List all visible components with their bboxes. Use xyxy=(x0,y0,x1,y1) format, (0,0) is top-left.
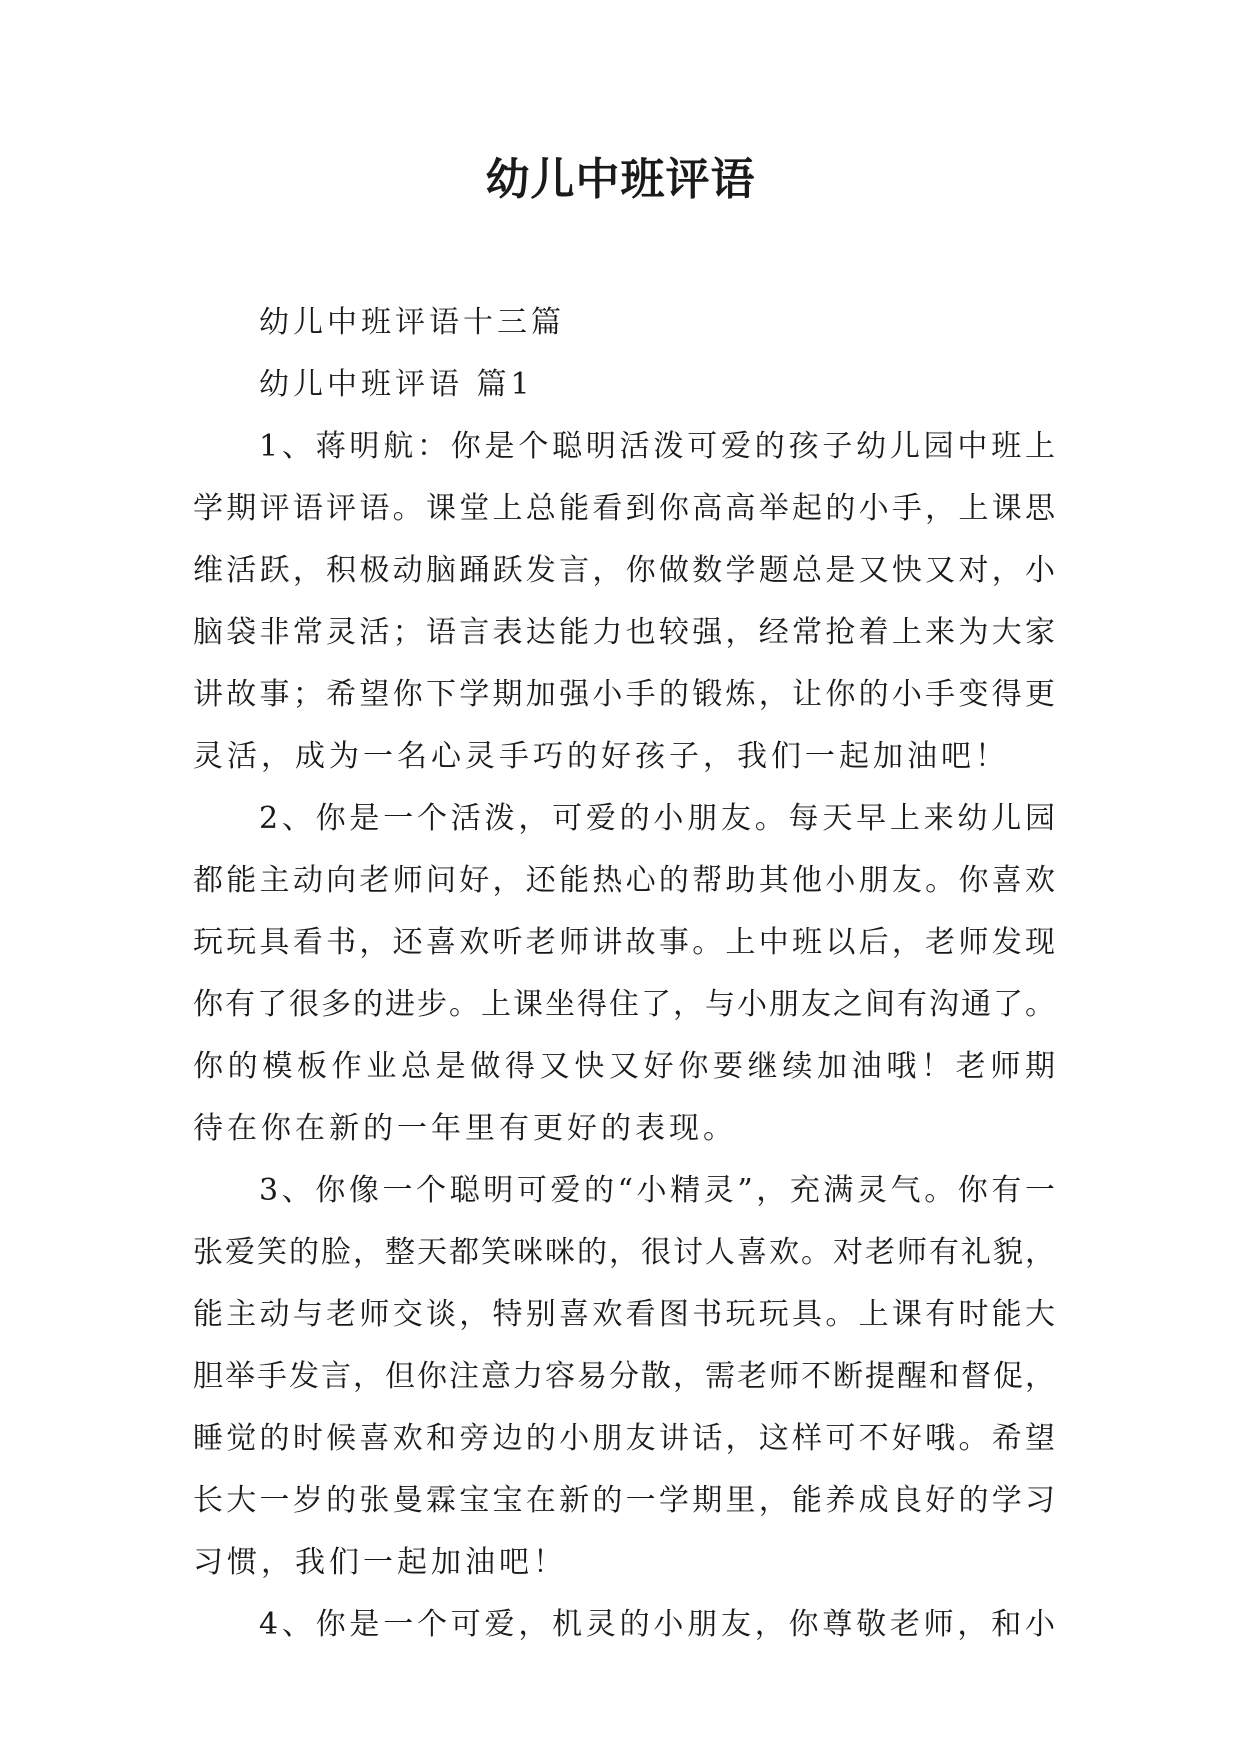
paragraph-line: 张爱笑的脸，整天都笑咪咪的，很讨人喜欢。对老师有礼貌， xyxy=(193,1235,1055,1270)
paragraph-line: 4、你是一个可爱，机灵的小朋友，你尊敬老师，和小 xyxy=(259,1607,1055,1642)
paragraph-line: 灵活，成为一名心灵手巧的好孩子，我们一起加油吧！ xyxy=(193,739,1009,774)
paragraph-line: 玩玩具看书，还喜欢听老师讲故事。上中班以后，老师发现 xyxy=(193,925,1055,960)
paragraph-line: 待在你在新的一年里有更好的表现。 xyxy=(193,1111,737,1146)
paragraph-2 xyxy=(193,788,1055,1160)
document-title: 幼儿中班评语 xyxy=(485,154,756,205)
paragraph-line: 讲故事；希望你下学期加强小手的锻炼，让你的小手变得更 xyxy=(193,677,1055,712)
paragraph-4 xyxy=(193,1594,1055,1656)
section-heading: 幼儿中班评语 篇1 xyxy=(259,367,534,402)
paragraph-line: 都能主动向老师问好，还能热心的帮助其他小朋友。你喜欢 xyxy=(193,863,1055,898)
paragraph-1 xyxy=(193,416,1055,788)
paragraph-line: 睡觉的时候喜欢和旁边的小朋友讲话，这样可不好哦。希望 xyxy=(193,1421,1055,1456)
paragraph-line: 3、你像一个聪明可爱的“小精灵”，充满灵气。你有一 xyxy=(259,1173,1055,1208)
paragraph-line: 能主动与老师交谈，特别喜欢看图书玩玩具。上课有时能大 xyxy=(193,1297,1055,1332)
paragraph-line: 你有了很多的进步。上课坐得住了，与小朋友之间有沟通了。 xyxy=(193,987,1055,1022)
paragraph-line: 1、蒋明航：你是个聪明活泼可爱的孩子幼儿园中班上 xyxy=(259,429,1055,464)
paragraph-line: 2、你是一个活泼，可爱的小朋友。每天早上来幼儿园 xyxy=(259,801,1055,836)
document-body xyxy=(193,292,1055,1656)
paragraph-line: 学期评语评语。课堂上总能看到你高高举起的小手，上课思 xyxy=(193,491,1055,526)
paragraph-line: 维活跃，积极动脑踊跃发言，你做数学题总是又快又对，小 xyxy=(193,553,1055,588)
paragraph-line: 习惯，我们一起加油吧！ xyxy=(193,1545,567,1580)
subtitle: 幼儿中班评语十三篇 xyxy=(259,305,565,340)
paragraph-line: 长大一岁的张曼霖宝宝在新的一学期里，能养成良好的学习 xyxy=(193,1483,1055,1518)
paragraph-line: 脑袋非常灵活；语言表达能力也较强，经常抢着上来为大家 xyxy=(193,615,1055,650)
paragraph-line: 胆举手发言，但你注意力容易分散，需老师不断提醒和督促， xyxy=(193,1359,1055,1394)
paragraph-3 xyxy=(193,1160,1055,1594)
paragraph-line: 你的模板作业总是做得又快又好你要继续加油哦！老师期 xyxy=(193,1049,1055,1084)
